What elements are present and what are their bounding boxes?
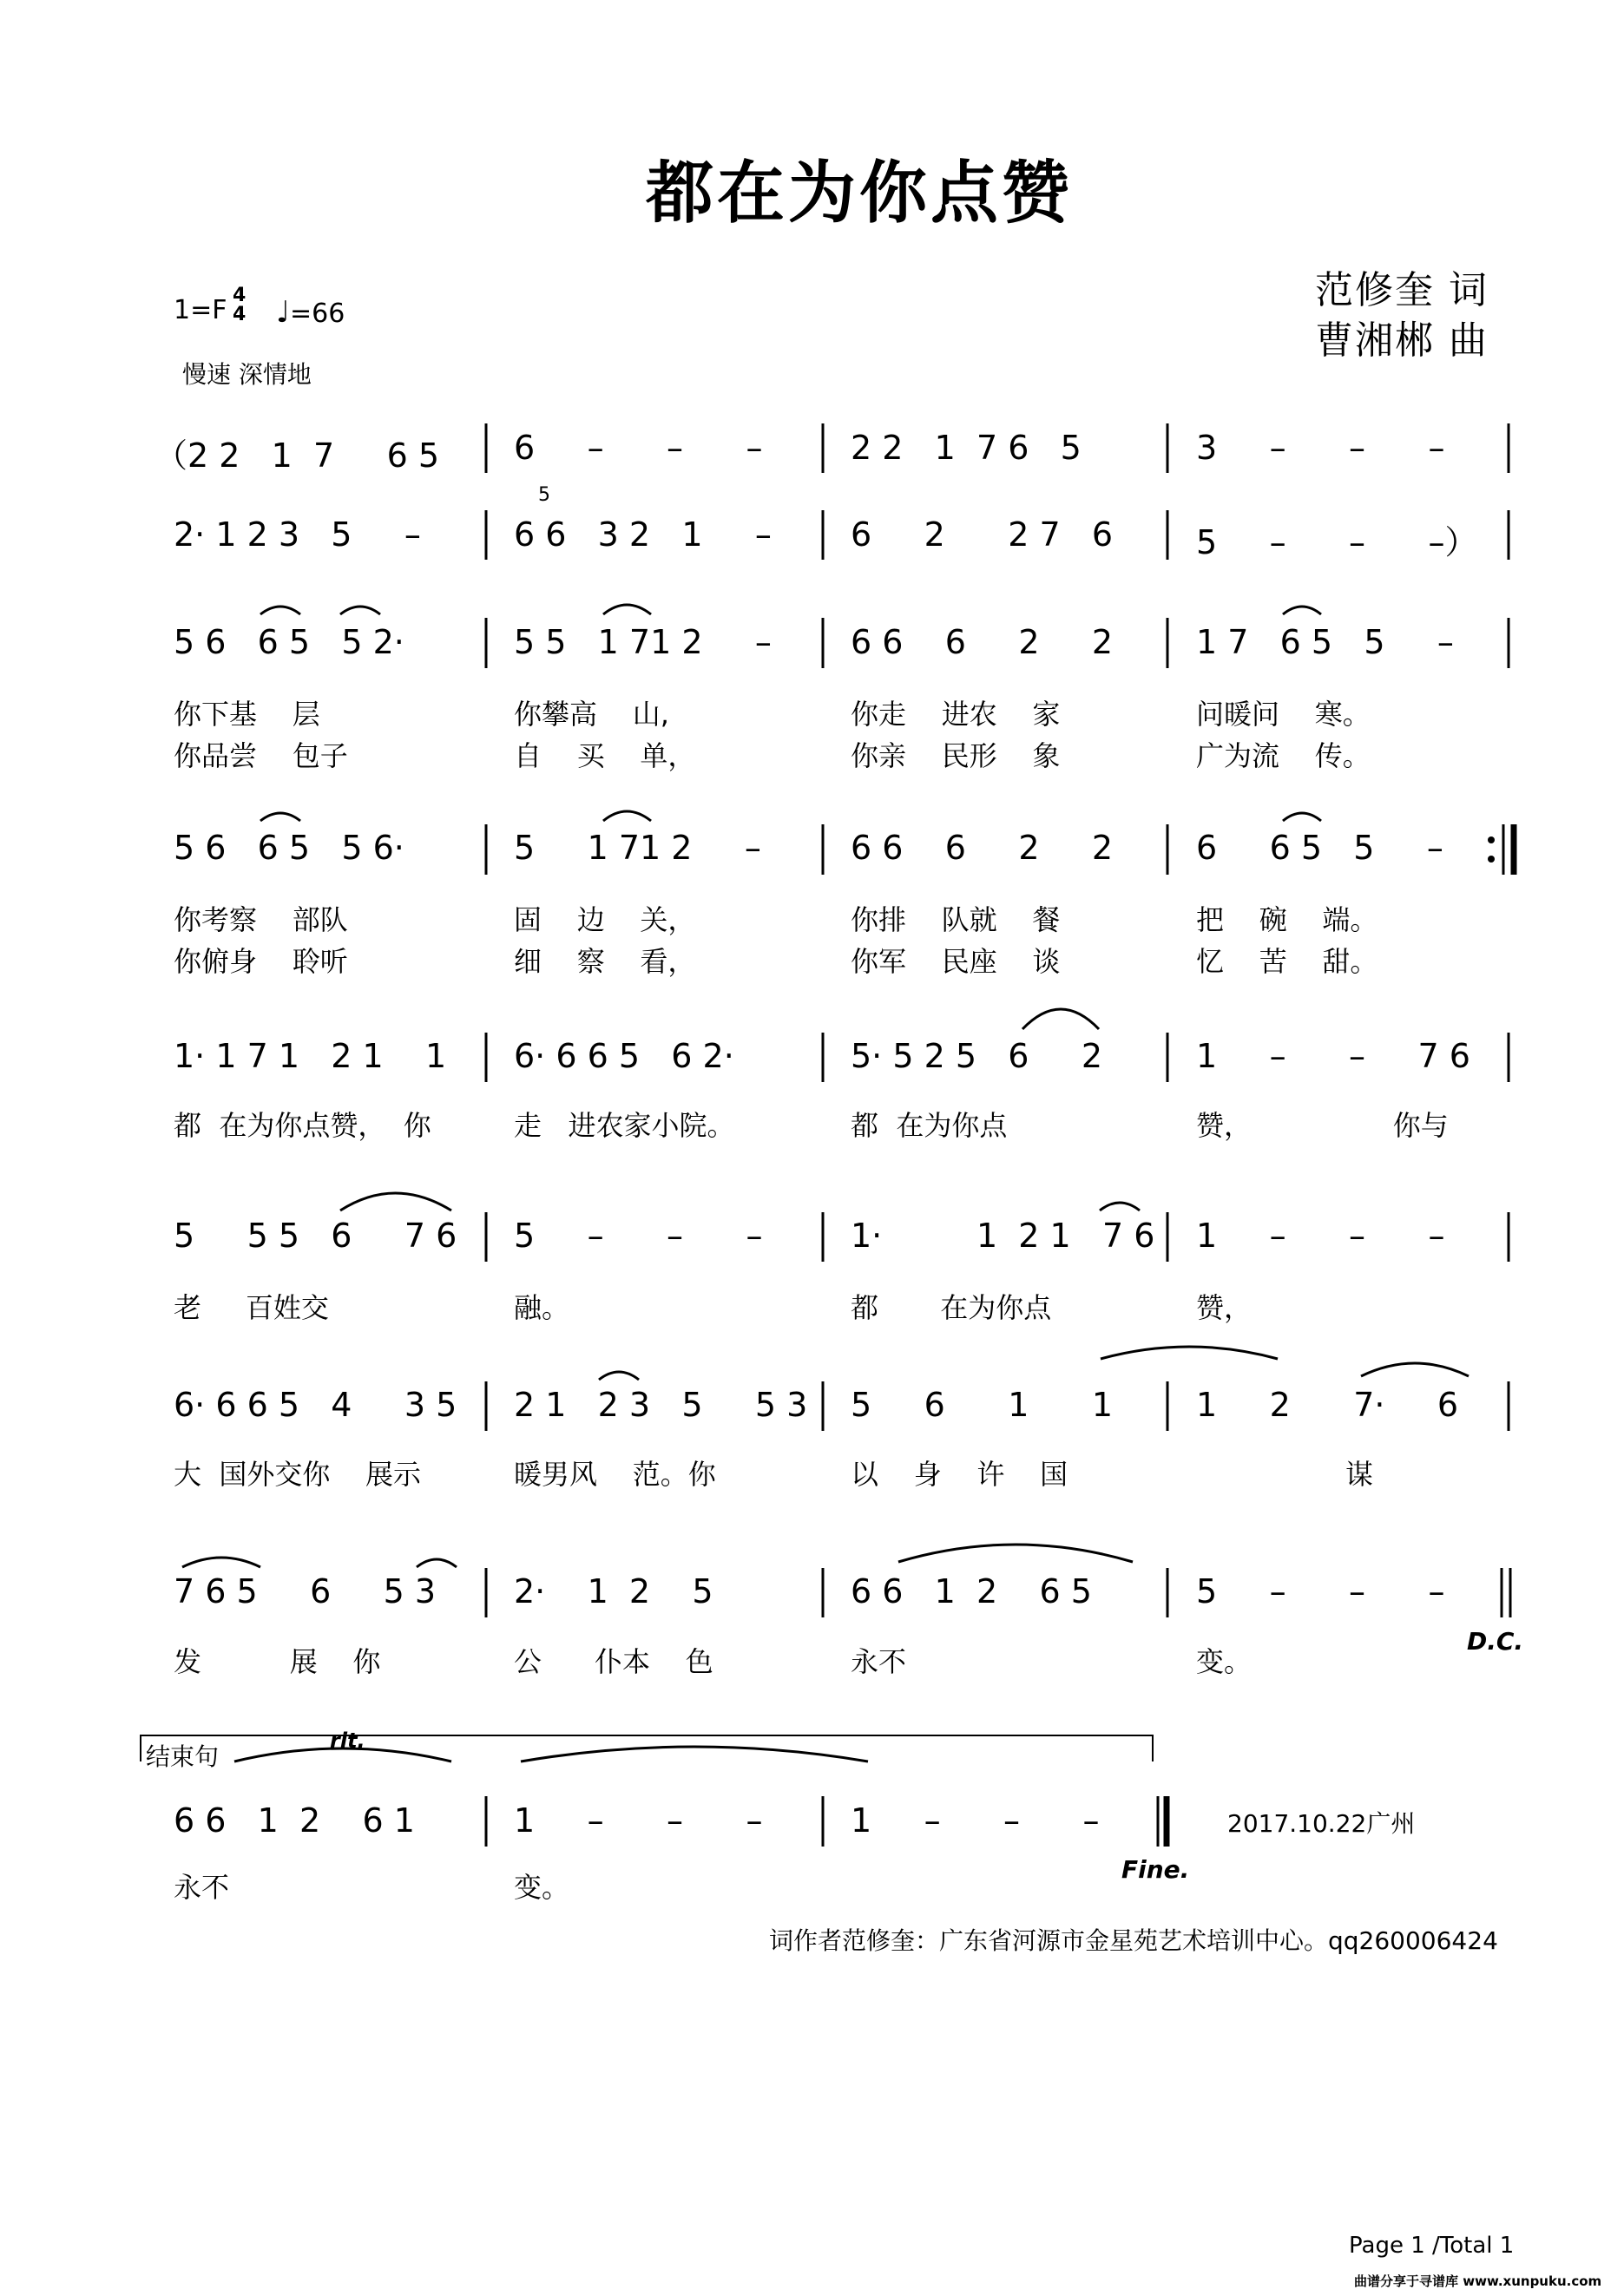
measure: 6 2 2 7 6	[851, 515, 1114, 554]
lyric-line: 你考察 部队	[174, 903, 348, 936]
lyric-line: 你下基 层	[174, 698, 320, 731]
measure: 7 6 5 6 5 3	[174, 1572, 437, 1610]
lyric-line: 把 碗 端。	[1196, 903, 1378, 936]
measure: 6· 6 6 5 4 3 5	[174, 1386, 457, 1424]
expression-marking: 慢速 深情地	[182, 360, 312, 389]
measure: 6 – – –	[514, 429, 763, 467]
measure: 5 – – –	[514, 1217, 763, 1255]
lyric-line: 谋	[1345, 1458, 1374, 1491]
measure: 5 – – –）	[1196, 523, 1478, 561]
measure: 6 6 1 2 6 1	[174, 1801, 415, 1840]
measure: 5 1 71 2 –	[514, 829, 761, 867]
composer-credit: 曹湘郴 曲	[1315, 318, 1489, 363]
da-capo-marking: D.C.	[1467, 1627, 1524, 1656]
measure: 2· 1 2 5	[514, 1572, 713, 1610]
lyric-line: 老 百姓交	[174, 1291, 329, 1324]
author-note: 词作者范修奎：广东省河源市金星苑艺术培训中心。qq260006424	[769, 1926, 1498, 1955]
lyric-line: 以 身 许 国	[851, 1458, 1068, 1491]
measure: 2 2 1 7 6 5	[851, 429, 1082, 467]
meter-bottom: 4	[233, 304, 247, 325]
measure: 6 6 5 5 –	[1196, 829, 1443, 867]
lyric-line: 你排 队就 餐	[851, 903, 1061, 936]
measure: 5 5 1 71 2 –	[514, 623, 772, 661]
measure: 1 – – –	[1196, 1217, 1445, 1255]
key-prefix: 1=F	[174, 295, 227, 325]
lyric-line: 赞，	[1196, 1291, 1253, 1324]
lyric-line: 忆 苦 甜。	[1196, 945, 1378, 978]
lyric-line: 融。	[514, 1291, 570, 1324]
measure: 6 6 6 2 2	[851, 829, 1114, 867]
measure: 1· 1 7 1 2 1 1	[174, 1037, 447, 1075]
measure: 5 6 1 1	[851, 1386, 1114, 1424]
measure: 1· 1 2 1 7 6	[851, 1217, 1155, 1255]
measure: 1 – – –	[851, 1801, 1100, 1840]
measure: 5· 5 2 5 6 2	[851, 1037, 1103, 1075]
lyric-line: 公 仆本 色	[514, 1645, 713, 1678]
lyric-line: 永不	[851, 1645, 907, 1678]
lyric-line: 大 国外交你 展示	[174, 1458, 422, 1491]
measure: 5 5 5 6 7 6	[174, 1217, 457, 1255]
lyric-line: 都 在为你点	[851, 1109, 1008, 1142]
lyric-line: 走 进农家小院。	[514, 1109, 735, 1142]
lyric-line: 发 展 你	[174, 1645, 381, 1678]
lyric-line: 永不	[174, 1871, 230, 1904]
measure: 3 – – –	[1196, 429, 1445, 467]
measure: 1 7 6 5 5 –	[1196, 623, 1454, 661]
measure: 2 1 2 3 5 5 3	[514, 1386, 808, 1424]
lyric-line: 都 在为你点	[851, 1291, 1052, 1324]
measure: 1 – – –	[514, 1801, 763, 1840]
ritardando-marking: rit.	[330, 1729, 365, 1753]
measure: 6 6 6 2 2	[851, 623, 1114, 661]
lyric-line: 固 边 关，	[514, 903, 696, 936]
lyric-line: 你走 进农 家	[851, 698, 1061, 731]
measure: 6 6 3 2 1 –	[514, 515, 772, 554]
lyric-line: 变。	[514, 1871, 570, 1904]
lyric-line: 都 在为你点赞， 你	[174, 1109, 431, 1142]
lyric-line: 细 察 看，	[514, 945, 696, 978]
page-title: 都在为你点赞	[646, 154, 1074, 233]
lyric-line: 你攀高 山,	[514, 698, 669, 731]
fine-marking: Fine.	[1121, 1855, 1190, 1884]
lyric-line: 赞， 你与	[1196, 1109, 1449, 1142]
watermark: 曲谱分享于寻谱库 www.xunpuku.com	[1354, 2273, 1602, 2289]
measure: 5 – – –	[1196, 1572, 1445, 1610]
measure: 5 6 6 5 5 2·	[174, 623, 404, 661]
lyric-line: 问暖问 寒。	[1196, 698, 1371, 731]
lyric-line: 暖男风 范。你	[514, 1458, 716, 1491]
date-place: 2017.10.22广州	[1227, 1809, 1416, 1838]
lyric-line: 你军 民座 谈	[851, 945, 1061, 978]
lyric-line: 你品尝 包子	[174, 739, 348, 772]
measure: 6 6 1 2 6 5	[851, 1572, 1092, 1610]
ending-label: 结束句	[146, 1742, 220, 1771]
measure: 2· 1 2 3 5 –	[174, 515, 421, 554]
measure: （2 2 1 7 6 5	[155, 436, 440, 475]
lyric-line: 你俯身 聆听	[174, 945, 348, 978]
quarter-note-icon: ♩	[276, 295, 291, 330]
meter-top: 4	[233, 285, 247, 306]
lyric-line: 变。	[1196, 1645, 1253, 1678]
lyric-line: 自 买 单，	[514, 739, 696, 772]
measure: 1 2 7· 6	[1196, 1386, 1459, 1424]
measure: 5 6 6 5 5 6·	[174, 829, 404, 867]
page-number: Page 1 /Total 1	[1349, 2233, 1515, 2259]
lyric-line: 你亲 民形 象	[851, 739, 1061, 772]
measure: 1 – – 7 6	[1196, 1037, 1470, 1075]
tempo-value: =66	[290, 298, 345, 329]
lyric-line: 广为流 传。	[1196, 739, 1371, 772]
measure: 6· 6 6 5 6 2·	[514, 1037, 734, 1075]
grace-note: 5	[538, 484, 550, 506]
lyricist-credit: 范修奎 词	[1315, 268, 1489, 312]
